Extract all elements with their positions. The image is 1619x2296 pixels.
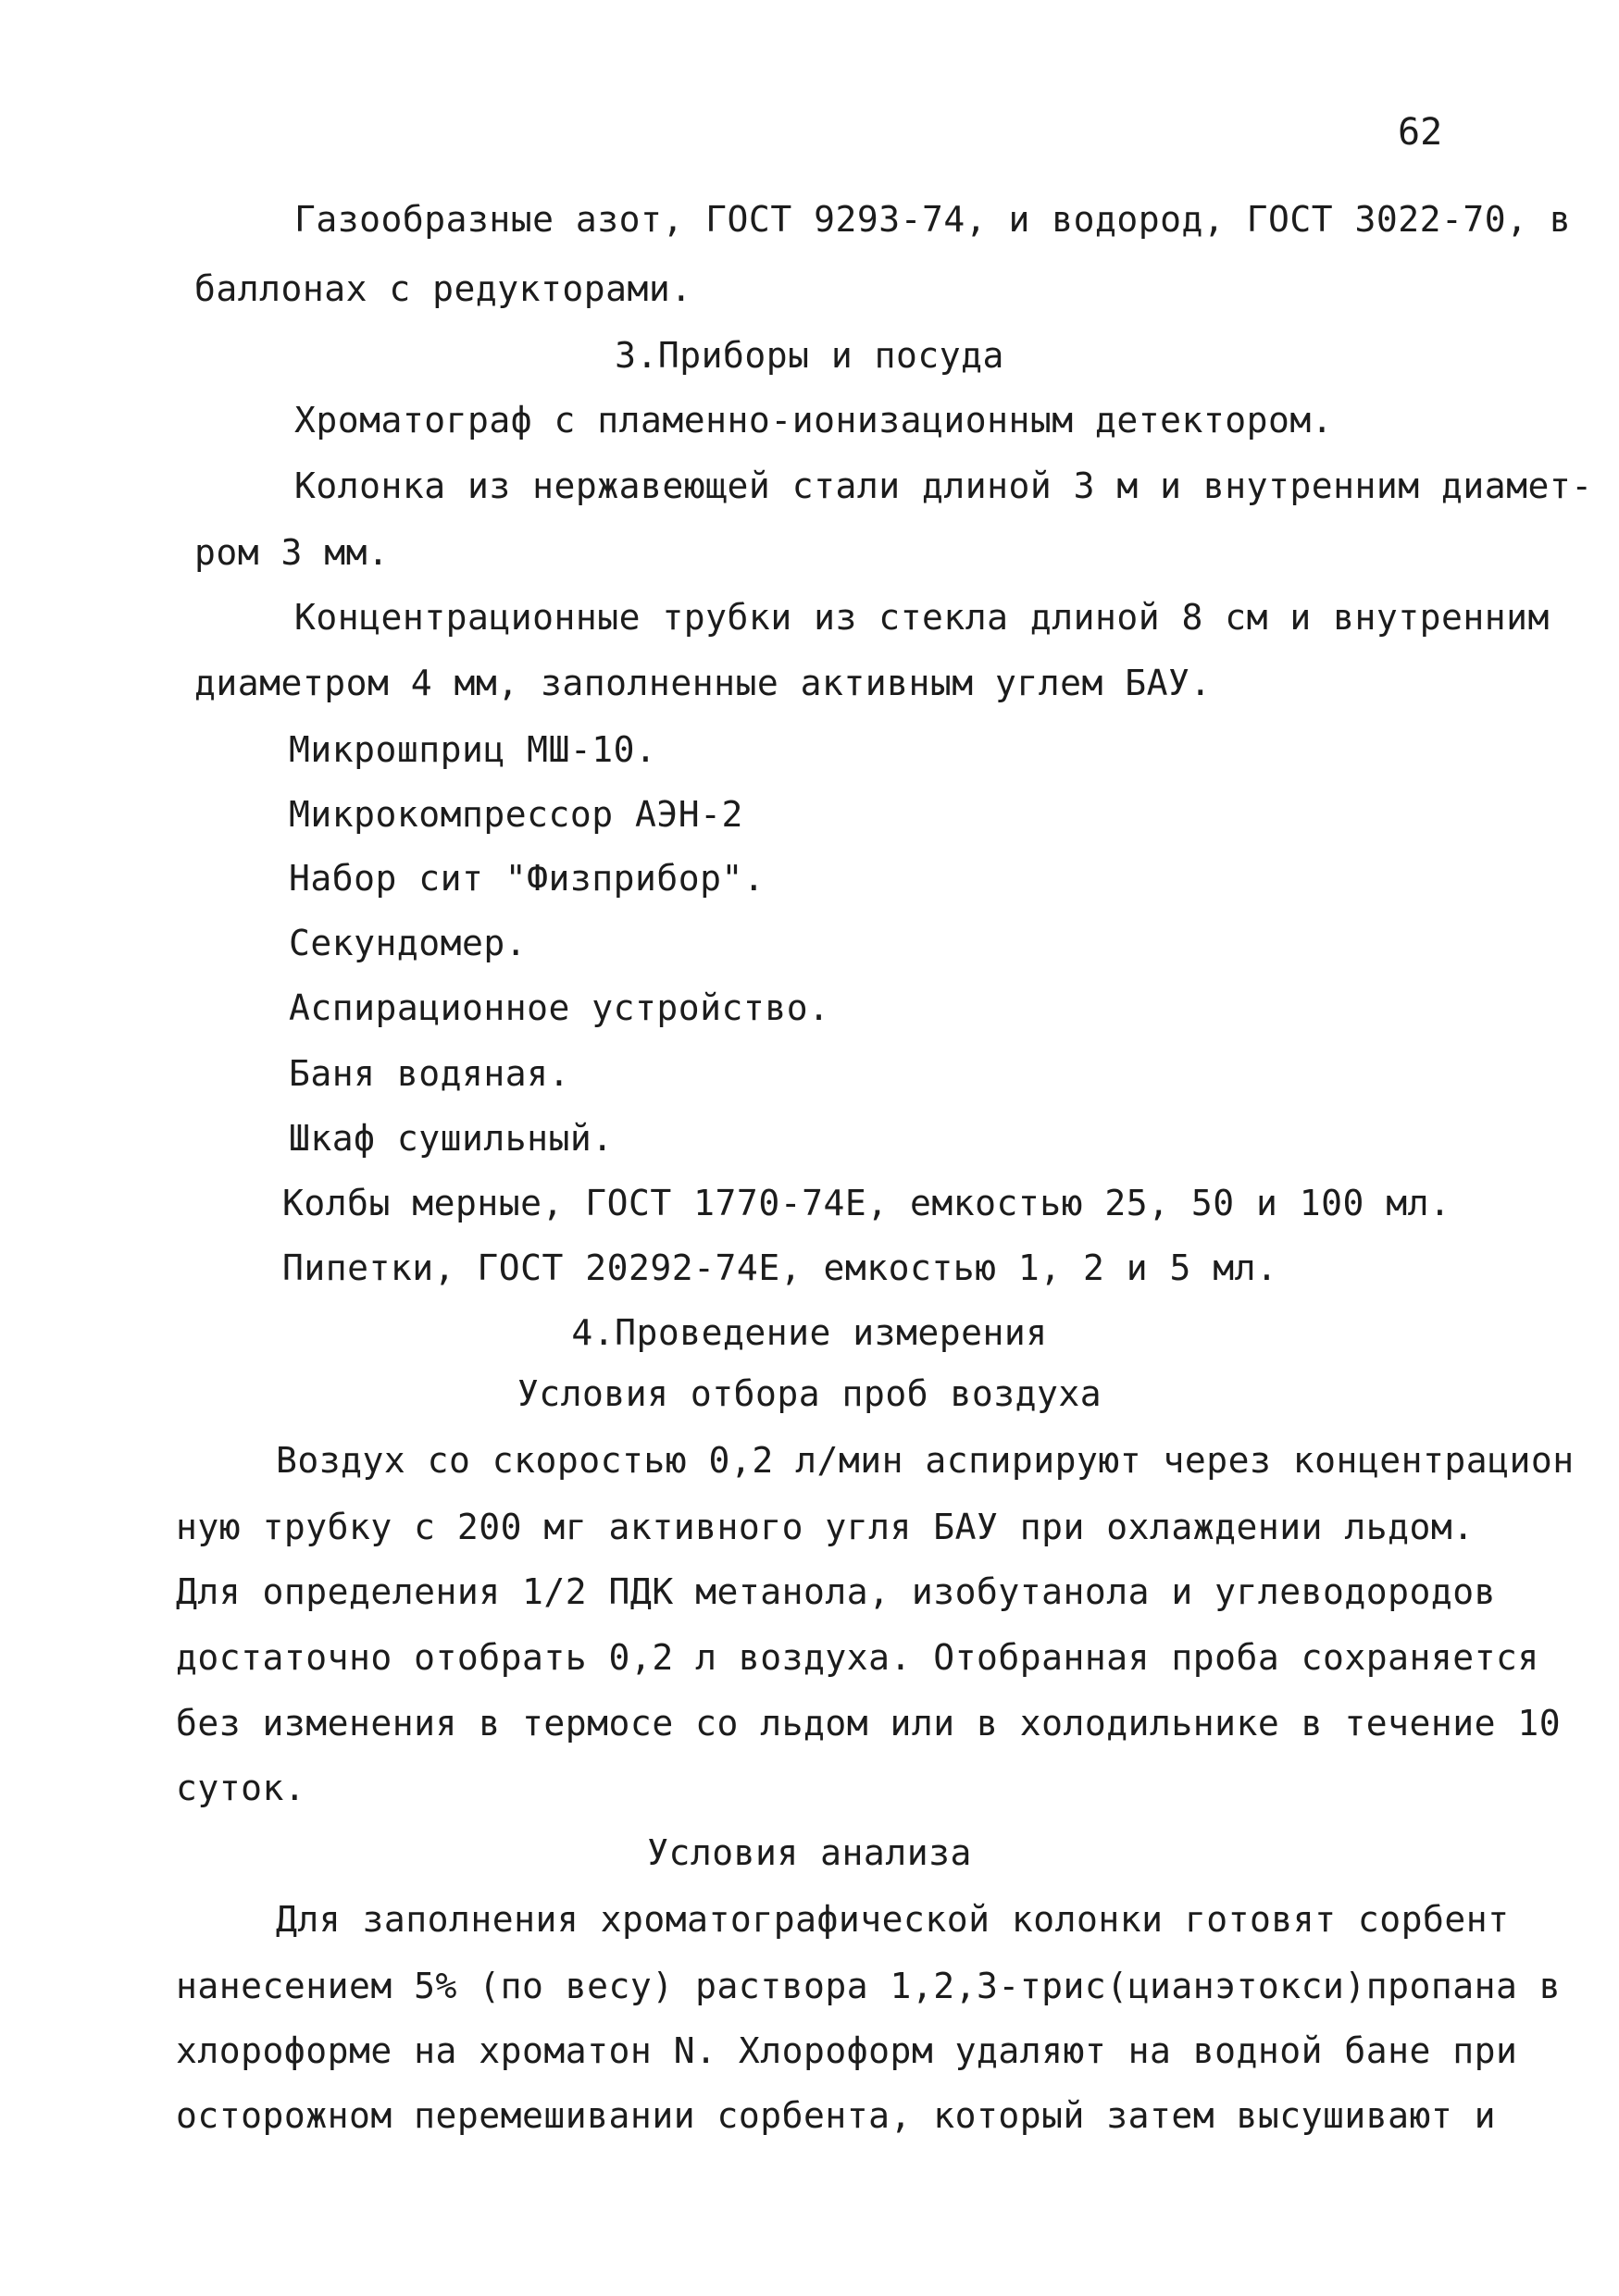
page-number: 62 xyxy=(1398,111,1443,154)
text-line: без изменения в термосе со льдом или в холодильнике в течение 10 xyxy=(176,1703,1562,1744)
text-line: Воздух со скоростью 0,2 л/мин аспирируют через концентрацион xyxy=(276,1440,1575,1481)
text-line: суток. xyxy=(176,1768,306,1808)
text-line: Микрокомпрессор АЭН-2 xyxy=(289,794,743,835)
subsection-heading: Условия отбора проб воздуха xyxy=(517,1373,1102,1414)
section-heading: 4.Проведение измерения xyxy=(571,1312,1048,1353)
text-line: достаточно отобрать 0,2 л воздуха. Отобранная проба сохраняется xyxy=(176,1637,1539,1678)
text-line: Микрошприц МШ-10. xyxy=(289,729,657,770)
text-line: Аспирационное устройство. xyxy=(289,987,830,1028)
section-heading: 3.Приборы и посуда xyxy=(615,335,1004,376)
text-line: Пипетки, ГОСТ 20292-74Е, емкостью 1, 2 и 5 мл. xyxy=(282,1247,1278,1288)
text-line: Для заполнения хроматографической колонки готовят сорбент xyxy=(276,1899,1510,1940)
text-line: нанесением 5% (по весу) раствора 1,2,3-трис(цианэтокси)пропана в xyxy=(176,1966,1562,2006)
text-line: Для определения 1/2 ПДК метанола, изобутанола и углеводородов xyxy=(176,1571,1497,1612)
text-line: Хроматограф с пламенно-ионизационным детектором. xyxy=(294,400,1334,441)
subsection-heading: Условия анализа xyxy=(647,1832,972,1873)
text-line: ром 3 мм. xyxy=(194,532,390,573)
text-line: Газообразные азот, ГОСТ 9293-74, и водород, ГОСТ 3022-70, в xyxy=(294,199,1572,240)
text-line: Колбы мерные, ГОСТ 1770-74Е, емкостью 25, 50 и 100 мл. xyxy=(282,1183,1451,1223)
text-line: Набор сит "Физприбор". xyxy=(289,858,766,899)
text-line: хлороформе на хроматон N. Хлороформ удаляют на водной бане при xyxy=(176,2030,1518,2071)
text-line: диаметром 4 мм, заполненные активным углем БАУ. xyxy=(194,663,1212,703)
text-line: Концентрационные трубки из стекла длиной 8 см и внутренним xyxy=(294,597,1550,638)
text-line: Колонка из нержавеющей стали длиной 3 м и внутренним диамет- xyxy=(294,465,1593,506)
text-line: Секундомер. xyxy=(289,923,528,963)
text-line: баллонах с редукторами. xyxy=(194,268,692,309)
text-line: Шкаф сушильный. xyxy=(289,1118,614,1159)
text-line: осторожном перемешивании сорбента, который затем высушивают и xyxy=(176,2095,1497,2136)
text-line: Баня водяная. xyxy=(289,1053,570,1094)
text-line: ную трубку с 200 мг активного угля БАУ при охлаждении льдом. xyxy=(176,1507,1475,1547)
